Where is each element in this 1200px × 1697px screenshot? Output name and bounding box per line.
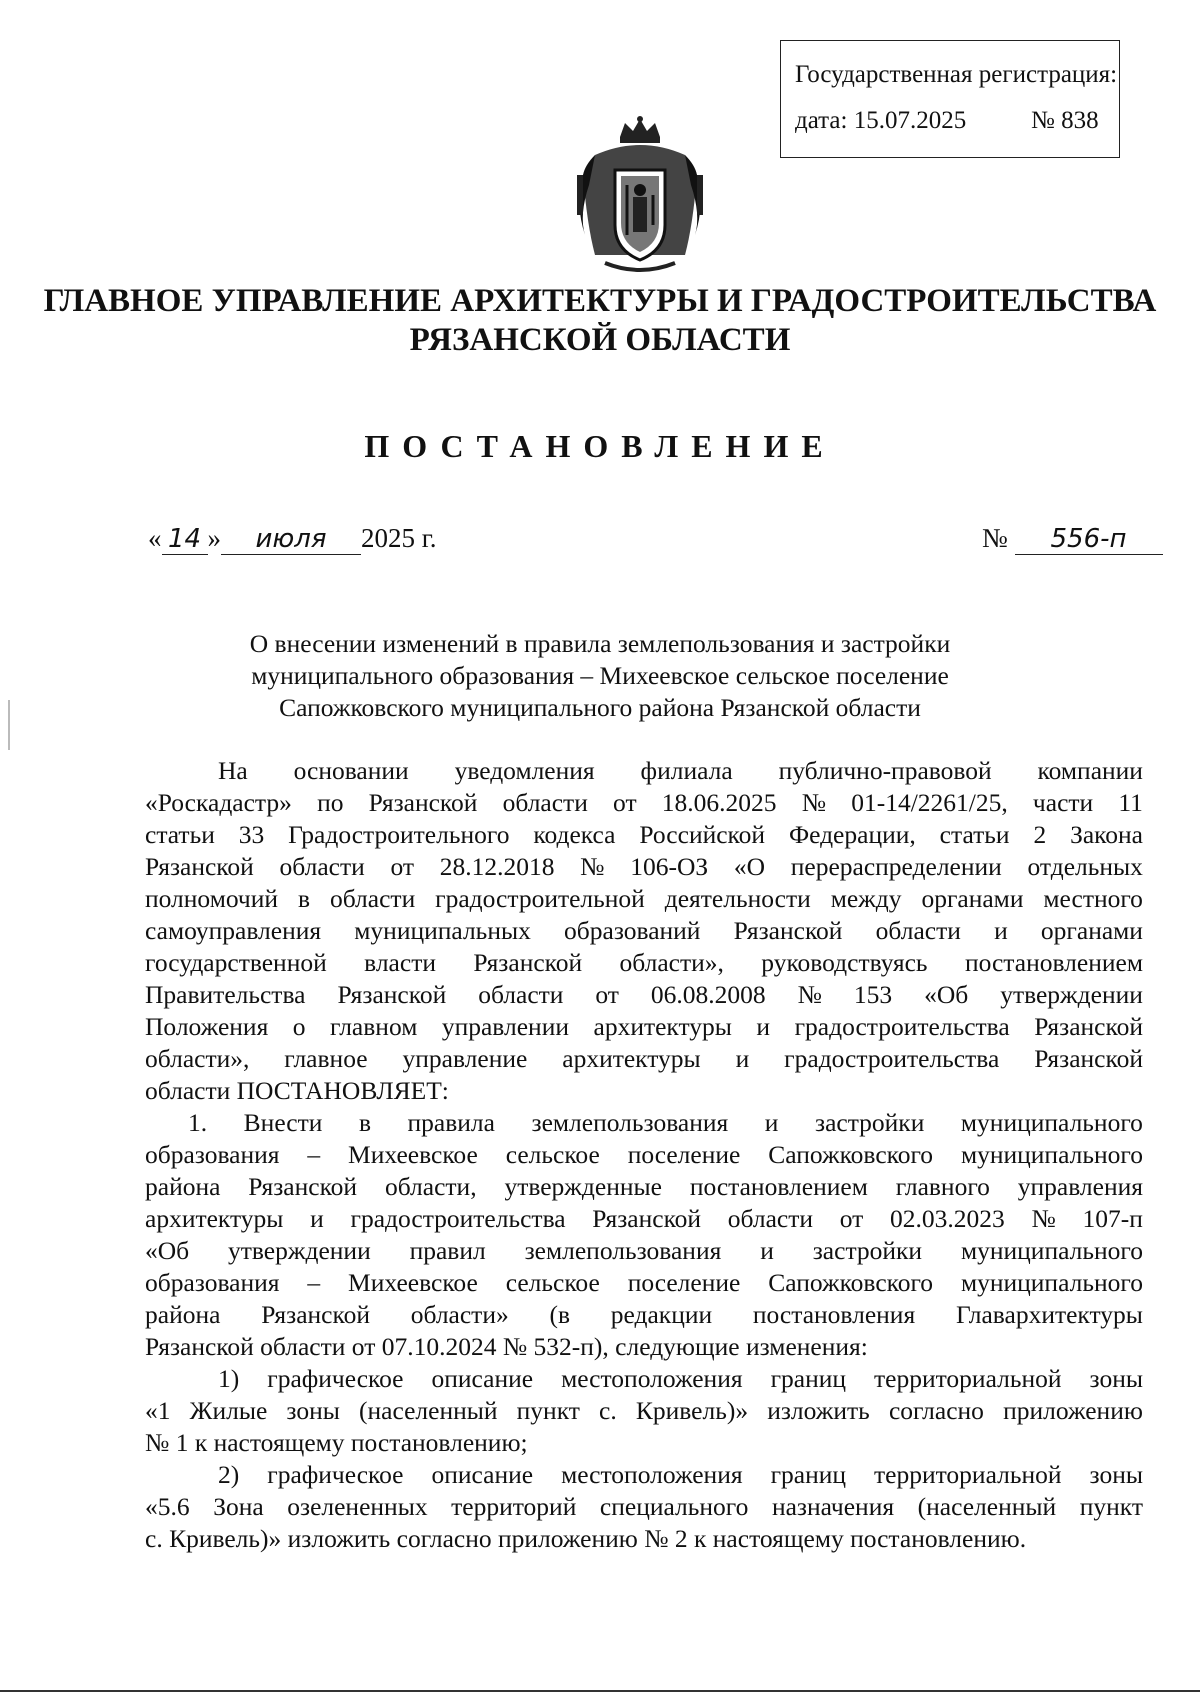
body-word: специального (599, 1492, 749, 1521)
body-word: «Роскадастр» (145, 788, 292, 817)
body-word: статьи (145, 820, 215, 849)
coat-of-arms-icon (565, 115, 715, 280)
body-word: № (580, 852, 605, 881)
body-word: области (502, 788, 588, 817)
number-label: № (982, 523, 1008, 553)
body-word: градостроительства (350, 1204, 566, 1233)
body-word: управления (1017, 1172, 1143, 1201)
body-line (145, 1459, 1143, 1491)
body-word: муниципального (960, 1236, 1143, 1265)
body-word: Сапожковского (768, 1140, 934, 1169)
body-line (145, 819, 1143, 851)
body-word: утверждении (228, 1236, 371, 1265)
body-word: области (478, 980, 564, 1009)
date-close-quote: » (207, 523, 221, 553)
body-line (145, 1299, 1143, 1331)
body-word: филиала (640, 756, 733, 785)
body-word: 11 (1118, 788, 1143, 817)
body-line (145, 1363, 1143, 1395)
body-word: от (613, 788, 637, 817)
body-word: области (329, 884, 416, 913)
body-word: отдельных (1027, 852, 1143, 881)
body-word: сельское (505, 1140, 600, 1169)
organization-name-line2: РЯЗАНСКОЙ ОБЛАСТИ (409, 322, 791, 358)
subject-line: Сапожковского муниципального района Рязанской области (279, 693, 921, 722)
body-line (145, 1171, 1143, 1203)
body-word: и (994, 916, 1008, 945)
body-word: градостроительства (794, 1012, 1010, 1041)
body-word: градостроительной (435, 884, 645, 913)
body-word: Внести (243, 1108, 323, 1137)
date-day: 14 (162, 524, 208, 555)
body-line (145, 947, 1143, 979)
body-word: муниципального (960, 1268, 1143, 1297)
body-word: Рязанской (248, 1172, 358, 1201)
body-line (145, 1395, 1143, 1427)
body-word: Рязанской (1034, 1044, 1143, 1073)
body-word: местного (1043, 884, 1143, 913)
body-word: с. (599, 1396, 617, 1425)
body-word: изложить (767, 1396, 870, 1425)
body-line: Рязанской области от 07.10.2024 № 532-п), следующие изменения: (145, 1332, 868, 1361)
body-line (145, 915, 1143, 947)
body-line (145, 1139, 1143, 1171)
body-word: государственной (145, 948, 327, 977)
body-word: зоны (1089, 1460, 1143, 1489)
body-word: 1. (188, 1108, 208, 1137)
body-word: Зона (213, 1492, 264, 1521)
body-word: границ (770, 1364, 847, 1393)
body-word: постановления (752, 1300, 916, 1329)
body-word: Рязанской (368, 788, 478, 817)
body-word: Жилые (189, 1396, 268, 1425)
body-word: поселение (627, 1140, 741, 1169)
scan-bottom-line (0, 1690, 1200, 1692)
body-line (145, 787, 1143, 819)
body-word: образований (564, 916, 701, 945)
body-word: застройки (812, 1236, 923, 1265)
body-word: Михеевское (348, 1140, 478, 1169)
body-word: утвержденные (504, 1172, 662, 1201)
body-word: перераспределении (790, 852, 1002, 881)
body-word: 106-ОЗ (630, 852, 709, 881)
body-word: № (797, 980, 822, 1009)
body-word: территорий (451, 1492, 577, 1521)
body-word: постановлением (964, 948, 1143, 977)
body-word: 2 (1033, 820, 1047, 849)
body-word: района (145, 1172, 221, 1201)
document-number (982, 523, 1163, 555)
body-word: (в (549, 1300, 571, 1329)
body-word: о (292, 1012, 306, 1041)
document-body (145, 755, 1143, 1555)
body-word: Правительства (145, 980, 306, 1009)
body-word: 02.03.2023 (890, 1204, 1005, 1233)
body-word: графическое (267, 1460, 404, 1489)
body-word: от (839, 1204, 864, 1233)
date-open-quote: « (148, 523, 162, 553)
body-line (145, 1267, 1143, 1299)
body-word: уведомления (454, 756, 595, 785)
body-word: муниципального (960, 1140, 1143, 1169)
body-word: согласно (888, 1396, 984, 1425)
body-word: деятельности (664, 884, 811, 913)
body-line: с. Кривель)» изложить согласно приложению № 2 к настоящему постановлению. (145, 1524, 1027, 1553)
body-word: землепользования (524, 1236, 722, 1265)
body-word: 33 (238, 820, 265, 849)
body-word: № (1031, 1204, 1056, 1233)
body-word: руководствуясь (761, 948, 928, 977)
body-word: органами (1040, 916, 1143, 945)
subject-line: О внесении изменений в правила землепользования и застройки (249, 629, 951, 658)
body-word: архитектуры (593, 1012, 732, 1041)
registration-stamp (780, 40, 1120, 158)
body-word: приложению (1003, 1396, 1143, 1425)
body-word: Рязанской (337, 980, 447, 1009)
body-word: 153 (853, 980, 893, 1009)
body-word: муниципальных (354, 916, 531, 945)
body-word: территориальной (874, 1460, 1062, 1489)
document-date (148, 523, 437, 555)
body-word: Кривель)» (635, 1396, 749, 1425)
document-type: ПОСТАНОВЛЕНИЕ (364, 428, 836, 464)
body-word: градостроительства (784, 1044, 1000, 1073)
body-word: управлении (441, 1012, 569, 1041)
body-word: 1) (218, 1364, 240, 1393)
body-word: по (317, 788, 344, 817)
body-word: главное (284, 1044, 368, 1073)
body-word: области (875, 916, 961, 945)
body-word: Рязанской (733, 916, 843, 945)
registration-date: дата: 15.07.2025 (795, 107, 967, 134)
body-word: – (307, 1140, 321, 1169)
body-line (145, 1491, 1143, 1523)
body-word: органами (921, 884, 1024, 913)
body-line: области ПОСТАНОВЛЯЕТ: (145, 1076, 449, 1105)
body-word: области (727, 1204, 814, 1233)
body-word: Сапожковского (768, 1268, 934, 1297)
body-word: Градостроительного (288, 820, 510, 849)
body-word: между (830, 884, 902, 913)
body-word: архитектуры (145, 1204, 284, 1233)
body-word: Закона (1070, 820, 1143, 849)
organization-name-line1: ГЛАВНОЕ УПРАВЛЕНИЕ АРХИТЕКТУРЫ И ГРАДОСТРОИТЕЛЬСТВА (43, 283, 1157, 319)
body-word: правила (407, 1108, 495, 1137)
body-word: Российской (639, 820, 766, 849)
date-month: июля (221, 524, 361, 555)
body-word: На (218, 756, 248, 785)
body-word: (населенный (917, 1492, 1057, 1521)
body-word: кодекса (533, 820, 616, 849)
body-word: Рязанской (145, 852, 254, 881)
registration-number: № 838 (1031, 107, 1099, 134)
body-word: графическое (267, 1364, 404, 1393)
body-line: № 1 к настоящему постановлению; (145, 1428, 528, 1457)
body-word: и (760, 1236, 774, 1265)
body-line (145, 979, 1143, 1011)
body-word: от (390, 852, 415, 881)
body-word: Главархитектуры (955, 1300, 1143, 1329)
body-word: власти (364, 948, 436, 977)
body-word: редакции (610, 1300, 713, 1329)
body-word: архитектуры (562, 1044, 701, 1073)
body-word: зоны (1089, 1364, 1143, 1393)
body-word: статьи (939, 820, 1010, 849)
body-word: – (307, 1268, 321, 1297)
body-line (145, 1203, 1143, 1235)
body-word: области» (410, 1300, 509, 1329)
document-subject (150, 628, 1050, 724)
body-word: «Об (145, 1236, 190, 1265)
body-word: «Об (924, 980, 969, 1009)
body-word: муниципального (960, 1108, 1143, 1137)
body-word: местоположения (561, 1364, 743, 1393)
body-word: основании (293, 756, 409, 785)
body-word: «5.6 (145, 1492, 190, 1521)
body-word: № (801, 788, 827, 817)
body-word: Рязанской (1034, 1012, 1143, 1041)
body-word: утверждении (1000, 980, 1143, 1009)
body-word: назначения (771, 1492, 895, 1521)
body-word: области (279, 852, 365, 881)
body-word: 28.12.2018 (439, 852, 555, 881)
body-word: 01-14/2261/25, (851, 788, 1008, 817)
body-line (145, 1107, 1143, 1139)
body-word: и (756, 1012, 771, 1041)
body-word: в (297, 884, 311, 913)
body-word: зоны (286, 1396, 340, 1425)
body-word: района (145, 1300, 221, 1329)
body-word: поселение (627, 1268, 741, 1297)
body-word: 18.06.2025 (661, 788, 777, 817)
body-word: территориальной (874, 1364, 1062, 1393)
body-word: полномочий (145, 884, 279, 913)
scan-edge-mark (8, 700, 10, 750)
body-word: от (595, 980, 619, 1009)
body-word: описание (431, 1460, 534, 1489)
body-word: самоуправления (145, 916, 322, 945)
body-word: правил (409, 1236, 486, 1265)
body-line (145, 755, 1143, 787)
body-word: управление (402, 1044, 528, 1073)
body-word: Положения (145, 1012, 269, 1041)
body-word: описание (431, 1364, 534, 1393)
body-word: и (310, 1204, 324, 1233)
body-word: (населенный (359, 1396, 498, 1425)
body-word: главном (330, 1012, 418, 1041)
body-word: постановлением (689, 1172, 868, 1201)
body-word: Рязанской (261, 1300, 370, 1329)
body-word: озелененных (287, 1492, 428, 1521)
body-word: Рязанской (473, 948, 583, 977)
body-word: сельское (505, 1268, 600, 1297)
body-word: 107-п (1082, 1204, 1143, 1233)
body-word: 06.08.2008 (650, 980, 766, 1009)
body-word: Федерации, (788, 820, 916, 849)
body-word: области», (145, 1044, 250, 1073)
body-word: образования (145, 1140, 280, 1169)
body-word: «О (733, 852, 766, 881)
body-word: границ (770, 1460, 847, 1489)
body-word: местоположения (561, 1460, 743, 1489)
body-line (145, 883, 1143, 915)
body-line (145, 1011, 1143, 1043)
body-word: застройки (815, 1108, 925, 1137)
body-word: и (764, 1108, 779, 1137)
subject-line: муниципального образования – Михеевское сельское поселение (251, 661, 949, 690)
body-line (145, 851, 1143, 883)
body-line (145, 1043, 1143, 1075)
body-word: области», (619, 948, 724, 977)
date-year: 2025 г. (361, 523, 437, 553)
body-word: главного (895, 1172, 990, 1201)
body-word: части (1032, 788, 1094, 817)
body-word: Михеевское (348, 1268, 478, 1297)
body-word: в (358, 1108, 371, 1137)
body-word: Рязанской (592, 1204, 702, 1233)
body-word: землепользования (531, 1108, 729, 1137)
body-line (145, 1235, 1143, 1267)
body-word: 2) (218, 1460, 240, 1489)
body-word: образования (145, 1268, 280, 1297)
body-word: и (735, 1044, 750, 1073)
body-word: пункт (516, 1396, 580, 1425)
body-word: публично-правовой (778, 756, 992, 785)
number-value: 556-п (1015, 524, 1163, 555)
body-word: области, (384, 1172, 477, 1201)
body-word: «1 (145, 1396, 171, 1425)
body-word: компании (1037, 756, 1143, 785)
body-word: пункт (1079, 1492, 1143, 1521)
registration-title: Государственная регистрация: (795, 61, 1118, 88)
